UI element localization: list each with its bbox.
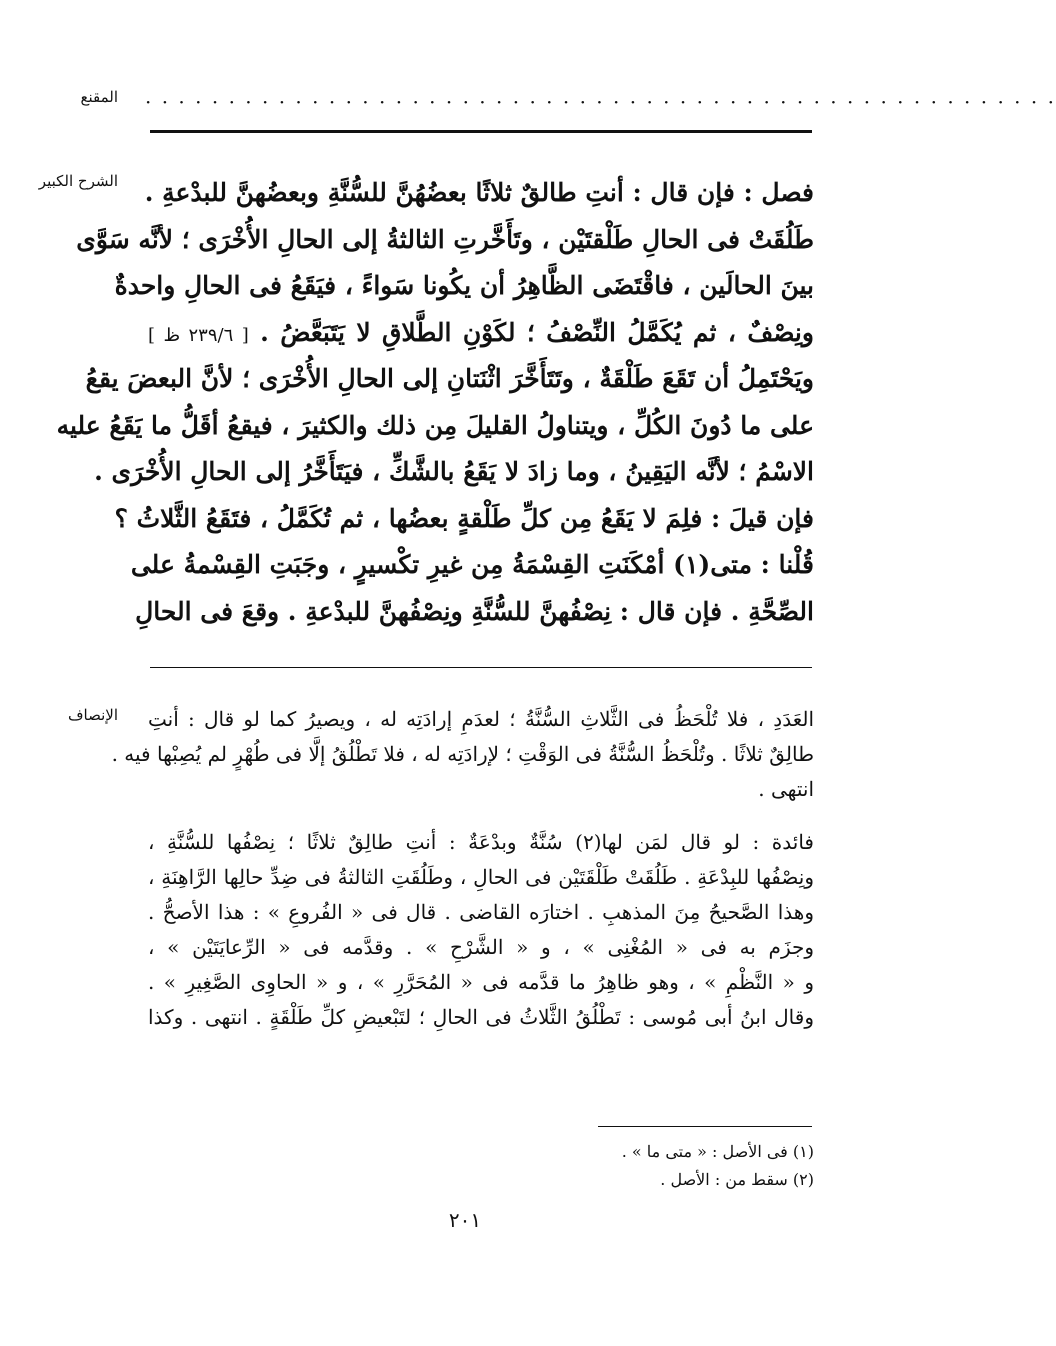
insaf-line: طالِقٌ ثلاثًا . وتُلْحَظُ السُّنَّةُ فى الوَقْتِ ؛ لإرادَتِه له ، فلا تَطْلُقُ إلَّا فى طُهْرٍ لم يُصِبْها فيه . <box>111 742 814 766</box>
insaf-line: و « النَّظْمِ » ، وهو ظاهِرُ ما قدَّمه فى « المُحَرَّرِ » ، و « الحاوِى الصَّغِيرِ » . <box>148 970 814 994</box>
header-dotted-line: · · · · · · · · · · · · · · · · · · · · · · · · · · · · · · · · · · · · · · · · · · · · · · · · · · · · · · · <box>145 90 1056 114</box>
insaf-line: وقال ابنُ أبى مُوسى : تَطْلُقُ الثَّلاثُ فى الحالِ ؛ لتَبْعيضِ كلِّ طَلْقَةٍ . انتهى . وكذا <box>148 1005 814 1029</box>
insaf-line: ونِصْفُها للبِدْعَةِ . طَلُقَتْ طَلْقَتَيْن فى الحالِ ، وطَلُقَتِ الثالثةُ فى ضِدِّ حالِها الرَّاهِنَةِ ، <box>148 865 814 889</box>
sharh-line-text: ونِصْفٌ ، ثم يُكَمَّلُ النِّصْفُ ؛ لكَوْنِ الطَّلاقِ لا يَتَبَعَّضُ . <box>260 317 814 347</box>
margin-label-insaf: الإنصاف <box>67 706 118 724</box>
sharh-line: على ما دُونَ الكُلِّ ، ويتناولُ القليلَ مِن ذلك والكثيرَ ، فيقعُ أقَلُّ ما يَقَعُ عليه <box>56 410 814 440</box>
sharh-line: فصل : فإن قال : أنتِ طالقٌ ثلاثًا بعضُهُنَّ للسُّنَّةِ وبعضُهنَّ للبدْعةِ . <box>144 178 814 207</box>
sharh-line: طَلُقَتْ فى الحالِ طَلْقتَيْن ، وتَأَخَّرتِ الثالثةُ إلى الحالِ الأُخْرَى ؛ لأنَّه سَوَّى <box>76 224 814 254</box>
insaf-line: وجزَم به فى « المُغْنِى » ، و « الشَّرْحِ » . وقدَّمه فى « الرِّعايَتَيْن » ، <box>148 935 814 959</box>
sharh-line: ويَحْتَمِلُ أن تَقَعَ طَلْقَةٌ ، وتَتَأَخَّرَ اثْنَتانِ إلى الحالِ الأُخْرَى ؛ لأنَّ البعضَ يقعُ <box>85 364 814 393</box>
paragraph-spacer <box>148 807 814 825</box>
header-rule <box>150 130 812 133</box>
footnote-2: (٢) سقط من : الأصل . <box>660 1170 814 1189</box>
insaf-text-block <box>111 702 814 1035</box>
insaf-line: فائدة : لو قال لمَن لها(٢) سُنَّةٌ وبدْعَةٌ : أنتِ طالِقٌ ثلاثًا ؛ نِصْفُها للسُّنَّةِ ، <box>148 830 814 854</box>
sharh-line-with-folio <box>148 310 814 357</box>
footnote-rule <box>598 1126 812 1127</box>
insaf-line: العَدَدِ ، فلا تُلْحَظُ فى الثَّلاثِ السُّنَّةُ ؛ لعدَمِ إرادَتِه له ، ويصيرُ كما لو قال : أنتِ <box>148 707 814 731</box>
section-divider <box>150 667 812 668</box>
folio-note: [ ٢٣٩/٦ ظ ] <box>148 324 249 346</box>
page-number: ٢٠١ <box>448 1208 482 1232</box>
sharh-line: الاسْمُ ؛ لأنَّه اليَقِينُ ، وما زادَ لا يَقَعُ بالشَّكِّ ، فيَتَأَخَّرُ إلى الحالِ الأُخْرَى . <box>94 457 814 486</box>
margin-label-sharh: الشرح الكبير <box>38 172 118 190</box>
sharh-line: فإن قيلَ : فلِمَ لا يَقَعُ مِن كلِّ طَلْقةٍ بعضُها ، ثم تُكَمَّلُ ، فتَقَعُ الثَّلاثُ ؟ <box>114 503 814 533</box>
sharh-line: بينَ الحالَين ، فاقْتَضَى الظَّاهِرُ أن يكُونا سَواءً ، فيَقَعُ فى الحالِ واحدةٌ <box>114 271 814 300</box>
margin-label-muqni: المقنع <box>80 88 118 106</box>
sharh-line: الصِّحَّةِ . فإن قال : نِصْفُهنَّ للسُّنَّةِ ونِصْفُهنَّ للبدْعةِ . وقعَ فى الحالِ <box>135 596 814 626</box>
insaf-line: انتهى . <box>758 777 814 801</box>
sharh-line: قُلْنا : متى(١) أمْكَنَتِ القِسْمَةُ مِن غيرِ تكْسيرٍ ، وجَبَتِ القِسْمةُ على <box>130 550 814 579</box>
footnotes <box>148 1138 814 1194</box>
footnote-1: (١) فى الأصل : « متى ما » . <box>621 1142 814 1161</box>
insaf-line: وهذا الصَّحيحُ مِنَ المذهبِ . اختارَه القاضى . قال فى « الفُروعِ » : هذا الأصحُّ . <box>148 900 814 924</box>
